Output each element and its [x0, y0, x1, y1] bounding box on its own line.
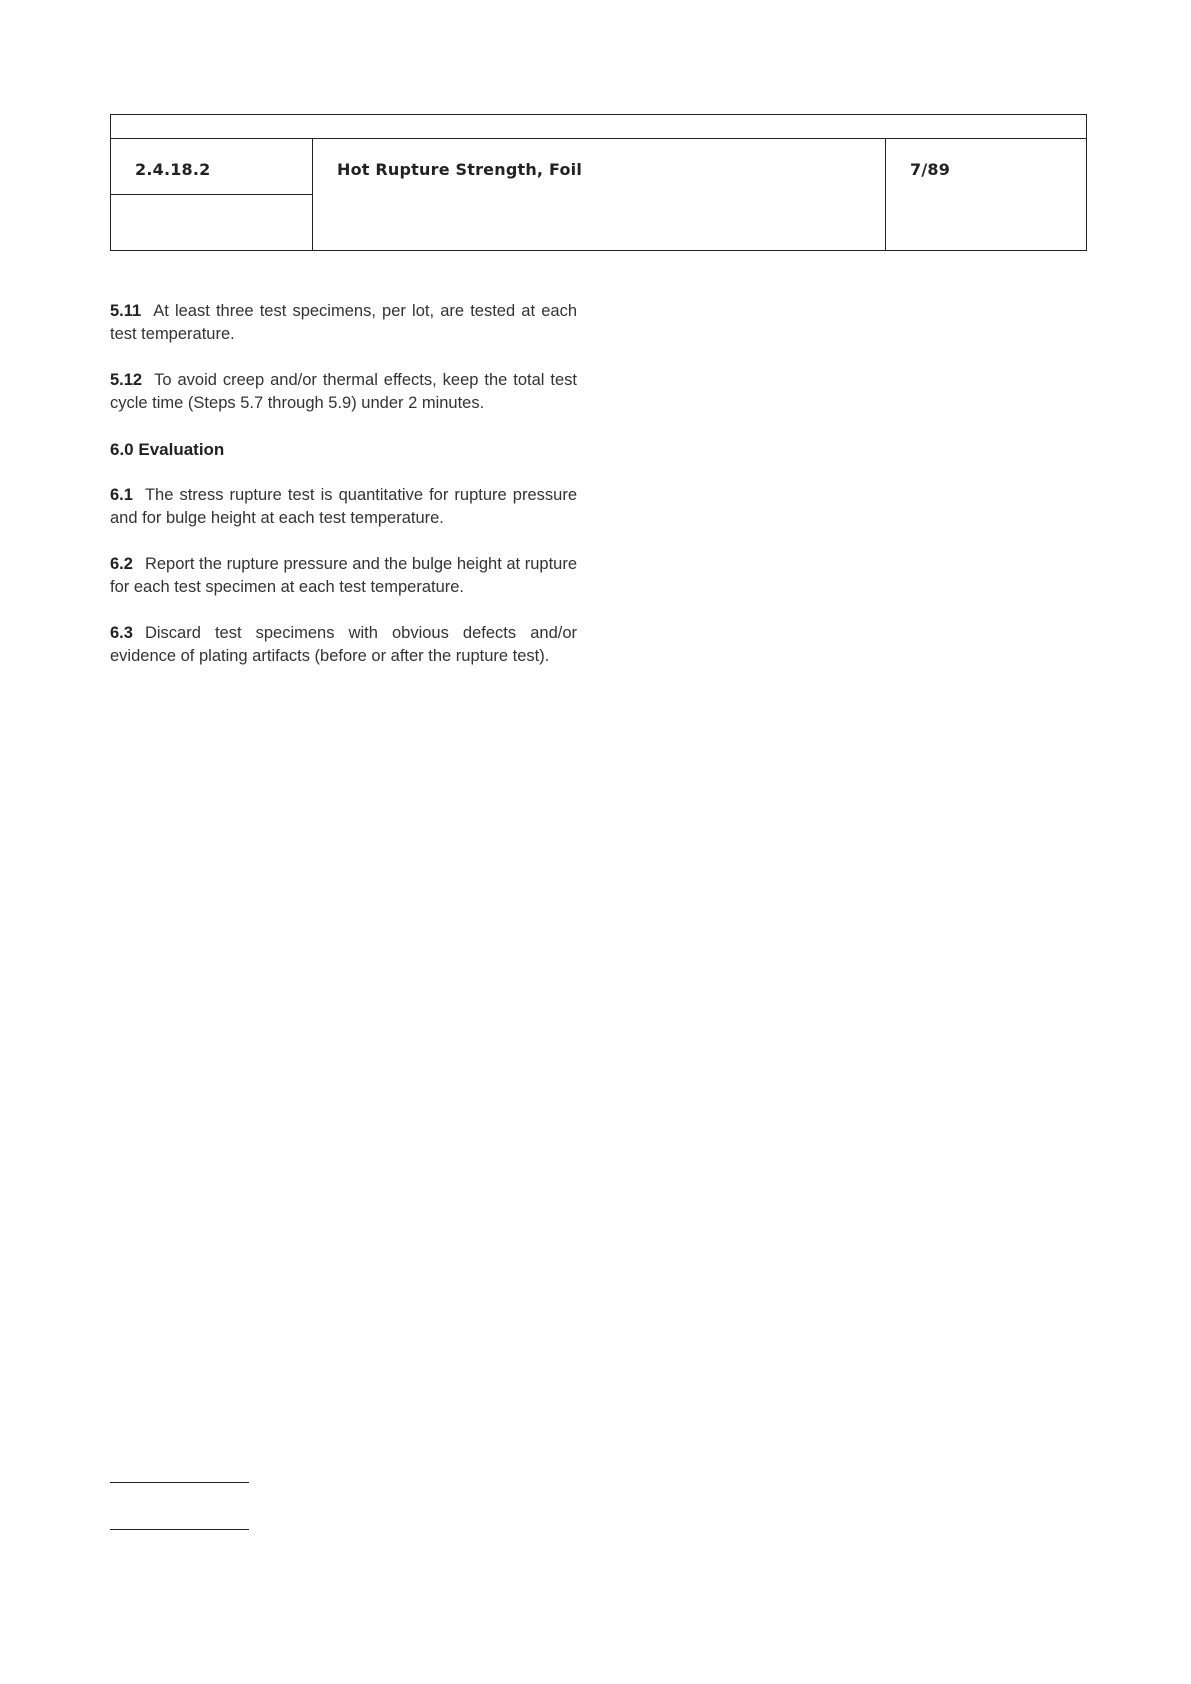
header-number-cell	[111, 138, 313, 250]
paragraph-number: 5.11	[110, 302, 142, 320]
paragraph-number: 6.1	[110, 486, 133, 504]
paragraph-number: 5.12	[110, 371, 143, 389]
paragraph-5-12	[110, 369, 577, 415]
paragraph-5-11	[110, 300, 577, 346]
document-date: 7/89	[910, 160, 951, 179]
footnote-divider	[110, 1482, 249, 1483]
paragraph-text: Report the rupture pressure and the bulge height at rupture for each test specimen at each test temperature.	[110, 555, 577, 596]
paragraph-text: To avoid creep and/or thermal effects, keep the total test cycle time (Steps 5.7 through 5.9) under 2 minutes.	[110, 371, 577, 412]
document-header	[110, 114, 1087, 251]
document-number: 2.4.18.2	[135, 160, 211, 179]
paragraph-6-3	[110, 622, 577, 668]
paragraph-text: Discard test specimens with obvious defects and/or evidence of plating artifacts (before or after the rupture test).	[110, 624, 577, 665]
header-top-strip	[111, 115, 1086, 139]
paragraph-number: 6.3	[110, 624, 133, 642]
paragraph-text: The stress rupture test is quantitative for rupture pressure and for bulge height at each test temperature.	[110, 486, 577, 527]
body-column	[110, 300, 577, 691]
section-heading-evaluation: 6.0 Evaluation	[110, 440, 225, 459]
header-date-cell	[886, 138, 1086, 250]
paragraph-text: At least three test specimens, per lot, are tested at each test temperature.	[110, 302, 577, 343]
paragraph-6-1	[110, 484, 577, 530]
header-title-cell	[313, 138, 886, 250]
footnote-divider	[110, 1529, 249, 1530]
paragraph-6-2	[110, 553, 577, 599]
document-title: Hot Rupture Strength, Foil	[337, 160, 583, 179]
paragraph-number: 6.2	[110, 555, 133, 573]
